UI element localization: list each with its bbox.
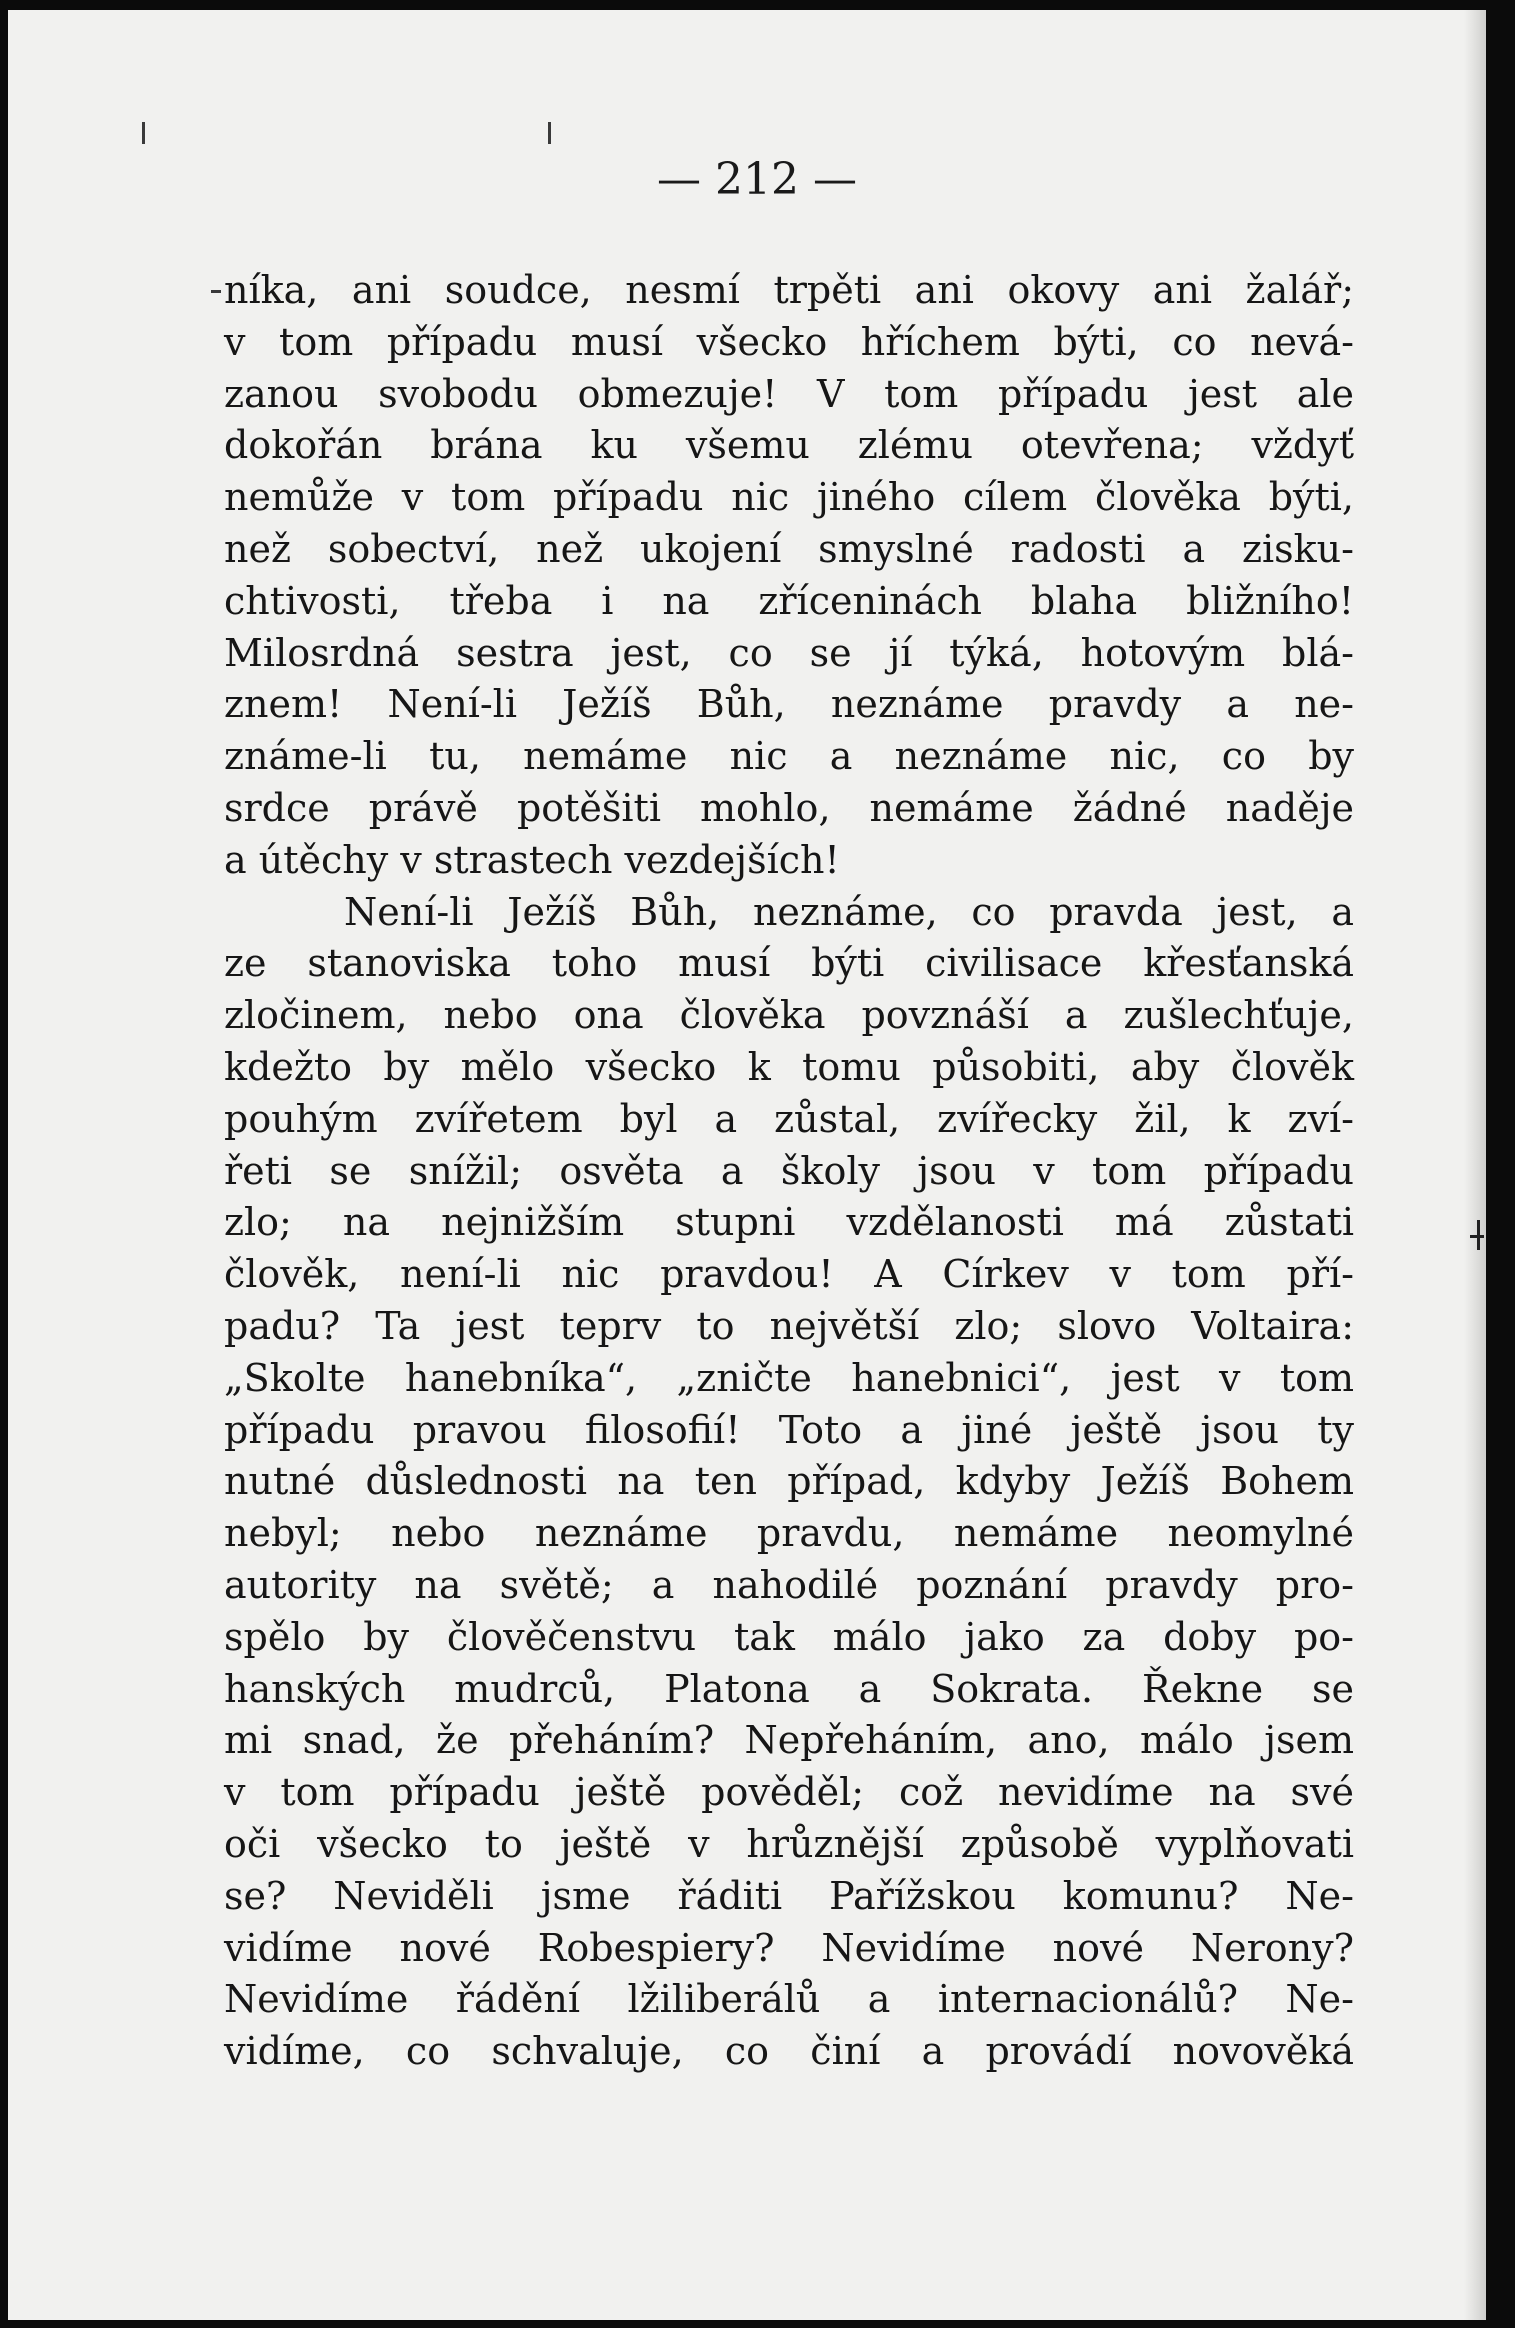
text-line: padu? Ta jest teprv to největší zlo; slovo Voltaira: <box>224 1303 1354 1348</box>
text-line: vidíme, co schvaluje, co činí a provádí novověká <box>224 2029 1354 2074</box>
text-line: případu pravou filosofií! Toto a jiné ještě jsou ty <box>224 1407 1354 1452</box>
text-line: mi snad, že přeháním? Nepřeháním, ano, málo jsem <box>224 1718 1354 1763</box>
text-line: známe-li tu, nemáme nic a neznáme nic, co by <box>224 734 1354 779</box>
text-line: spělo by člověčenstvu tak málo jako za doby po- <box>224 1614 1354 1659</box>
text-line: člověk, není-li nic pravdou! A Církev v tom pří- <box>224 1252 1354 1297</box>
text-line: ze stanoviska toho musí býti civilisace křesťanská <box>224 941 1354 986</box>
text-line: nemůže v tom případu nic jiného cílem člověka býti, <box>224 475 1354 520</box>
text-line: vidíme nové Robespiery? Nevidíme nové Nerony? <box>224 1925 1354 1970</box>
print-mark-right <box>548 122 551 144</box>
text-line: než sobectví, než ukojení smyslné radosti a zisku- <box>224 526 1354 571</box>
text-line: znem! Není-li Ježíš Bůh, neznáme pravdy a ne- <box>224 682 1354 727</box>
text-line: chtivosti, třeba i na zříceninách blaha bližního! <box>224 578 1354 623</box>
print-mark-left <box>142 122 145 144</box>
text-line: řeti se snížil; osvěta a školy jsou v tom případu <box>224 1148 1354 1193</box>
text-line: zločinem, nebo ona člověka povznáší a zušlechťuje, <box>224 993 1354 1038</box>
text-line-paragraph-end: a útěchy v strastech vezdejších! <box>224 837 840 882</box>
text-line: pouhým zvířetem byl a zůstal, zvířecky žil, k zví- <box>224 1096 1354 1141</box>
text-line: níka, ani soudce, nesmí trpěti ani okovy ani žalář; <box>224 268 1354 312</box>
text-line: nutné důslednosti na ten případ, kdyby Ježíš Bohem <box>224 1459 1354 1504</box>
margin-mark-vertical <box>1477 1220 1480 1250</box>
page-edge-shadow <box>1464 10 1486 2320</box>
text-line: kdežto by mělo všecko k tomu působiti, aby člověk <box>224 1044 1354 1089</box>
text-line: v tom případu musí všecko hříchem býti, co nevá- <box>224 319 1354 364</box>
line-start-mark <box>211 290 221 293</box>
text-line: hanských mudrců, Platona a Sokrata. Řekne se <box>224 1666 1354 1711</box>
text-line: srdce právě potěšiti mohlo, nemáme žádné naděje <box>224 785 1354 830</box>
text-line-paragraph-start: Není-li Ježíš Bůh, neznáme, co pravda jest, a <box>344 889 1354 934</box>
text-line: Milosrdná sestra jest, co se jí týká, hotovým blá- <box>224 630 1354 675</box>
text-line: oči všecko to ještě v hrůznější způsobě vyplňovati <box>224 1821 1354 1866</box>
text-line: zlo; na nejnižším stupni vzdělanosti má zůstati <box>224 1200 1354 1245</box>
book-page <box>8 10 1486 2320</box>
text-line: nebyl; nebo neznáme pravdu, nemáme neomylné <box>224 1511 1354 1556</box>
body-text <box>224 265 1354 2078</box>
text-line: „Skolte hanebníka“, „zničte hanebnici“, jest v tom <box>224 1355 1354 1400</box>
text-line: autority na světě; a nahodilé poznání pravdy pro- <box>224 1562 1354 1607</box>
text-line: v tom případu ještě pověděl; což nevidíme na své <box>224 1770 1354 1815</box>
text-line: dokořán brána ku všemu zlému otevřena; vždyť <box>224 423 1354 468</box>
text-line: zanou svobodu obmezuje! V tom případu jest ale <box>224 371 1354 416</box>
text-line: se? Neviděli jsme řáditi Pařížskou komunu? Ne- <box>224 1873 1354 1918</box>
text-line: Nevidíme řádění lžiliberálů a internacionálů? Ne- <box>224 1977 1354 2022</box>
page-number: — 212 — <box>657 154 857 205</box>
